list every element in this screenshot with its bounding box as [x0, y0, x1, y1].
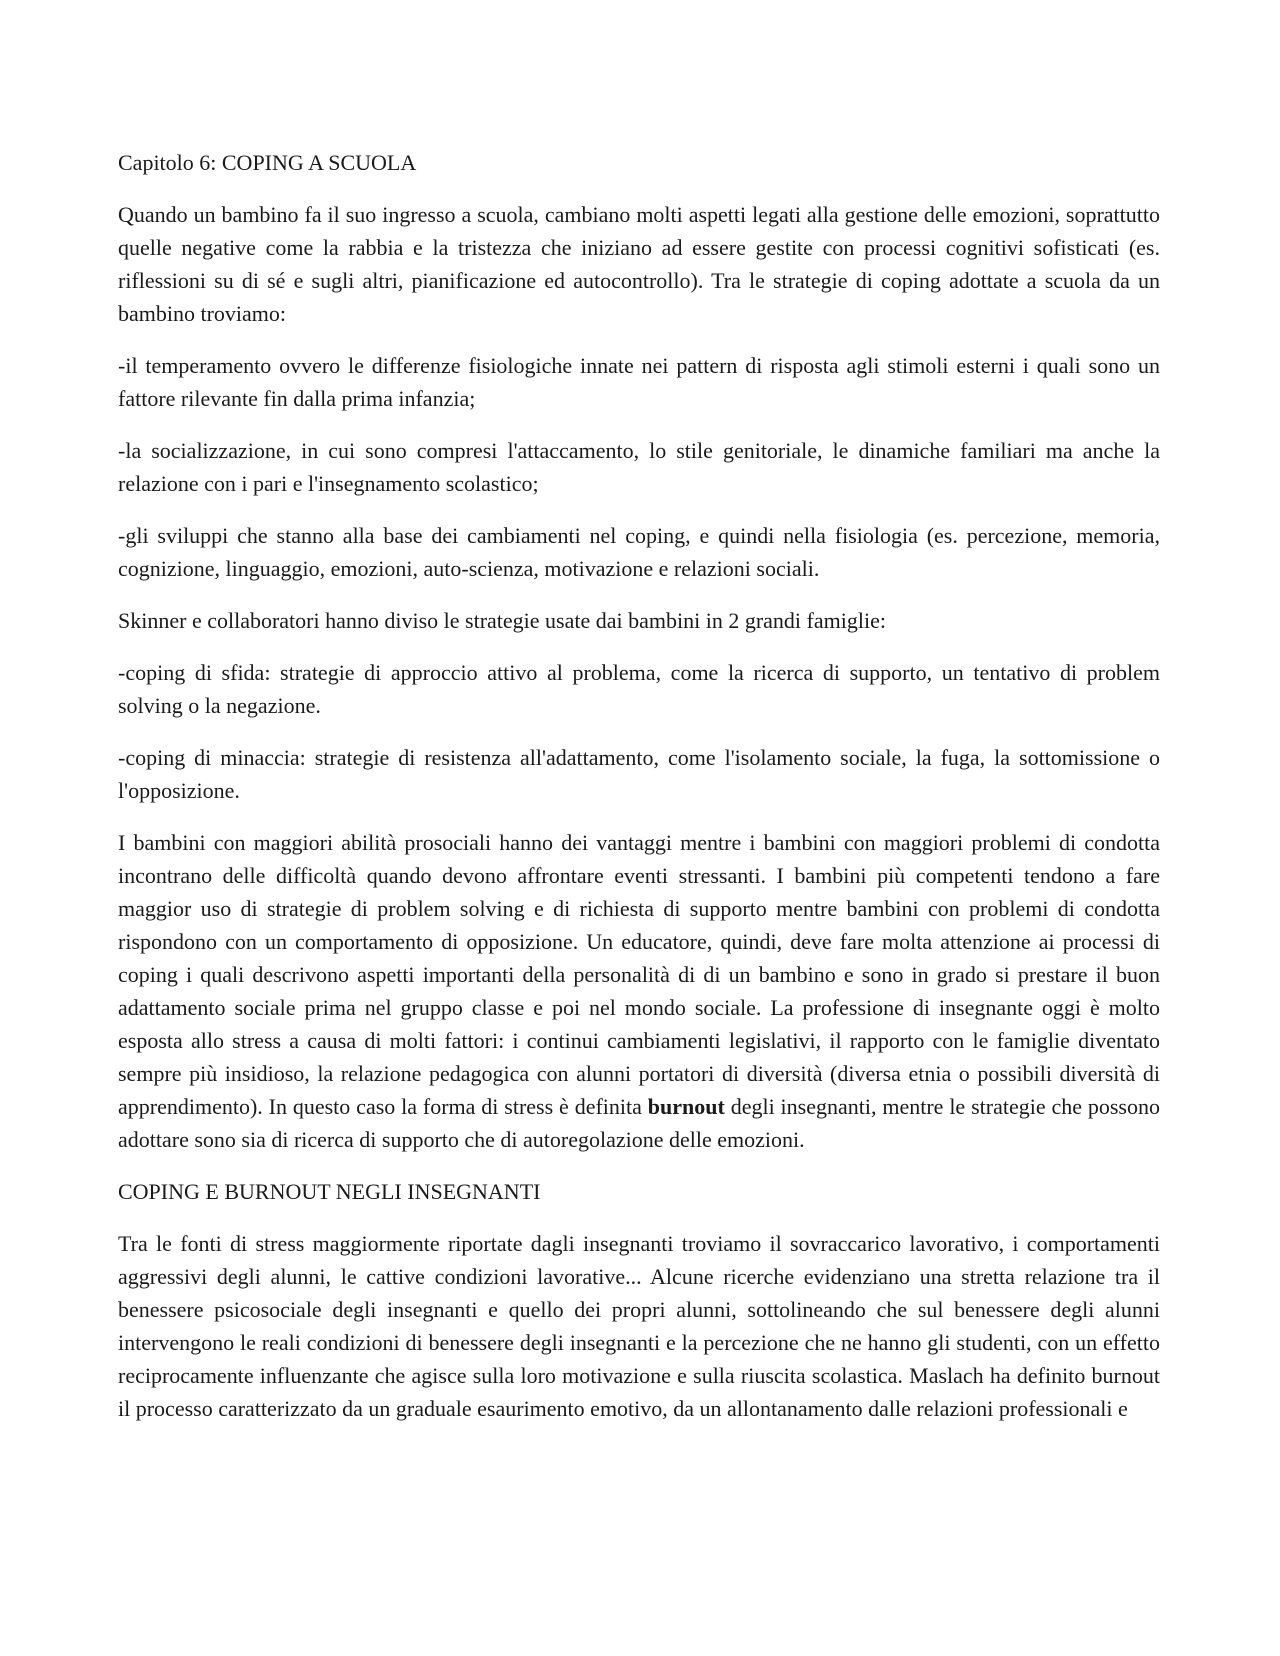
list-item-socializzazione: -la socializzazione, in cui sono compresi l'attaccamento, lo stile genitoriale, le dinamiche familiari ma anche la relazione con i pari e l'insegnamento scolastico;: [118, 438, 1160, 496]
list-item-sviluppi: -gli sviluppi che stanno alla base dei cambiamenti nel coping, e quindi nella fisiologia (es. percezione, memoria, cognizione, linguaggio, emozioni, auto-scienza, motivazione e relazioni sociali.: [118, 523, 1160, 581]
bambini-text-part2: degli insegnanti, mentre le strategie che possono adottare sono sia di ricerca di supporto che di autoregolazione delle emozioni.: [118, 1094, 1160, 1152]
skinner-paragraph: Skinner e collaboratori hanno diviso le strategie usate dai bambini in 2 grandi famiglie:: [118, 608, 886, 633]
burnout-bold-term: burnout: [647, 1094, 725, 1119]
document-page: [118, 146, 1160, 1444]
bambini-text-part1: I bambini con maggiori abilità prosociali hanno dei vantaggi mentre i bambini con maggiori problemi di condotta incontrano delle difficoltà quando devono affrontare eventi stressanti. I bambini più competenti tendono a fare maggior uso di strategie di problem solving e di richiesta di supporto mentre bambini con problemi di condotta rispondono con un comportamento di opposizione. Un educatore, quindi, deve fare molta attenzione ai processi di coping i quali descrivono aspetti importanti della personalità di di un bambino e sono in grado si prestare il buon adattamento sociale prima nel gruppo classe e poi nel mondo sociale. La professione di insegnante oggi è molto esposta allo stress a causa di molti fattori: i continui cambiamenti legislativi, il rapporto con le famiglie diventato sempre più insidioso, la relazione pedagogica con alunni portatori di diversità (diversa etnia o possibili diversità di apprendimento). In questo caso la forma di stress è definita: [118, 830, 1160, 1119]
section-title: COPING E BURNOUT NEGLI INSEGNANTI: [118, 1179, 541, 1204]
intro-paragraph: Quando un bambino fa il suo ingresso a scuola, cambiano molti aspetti legati alla gestione delle emozioni, soprattutto quelle negative come la rabbia e la tristezza che iniziano ad essere gestite con processi cognitivi sofisticati (es. riflessioni su di sé e sugli altri, pianificazione ed autocontrollo). Tra le strategie di coping adottate a scuola da un bambino troviamo:: [118, 202, 1160, 326]
fonti-paragraph: Tra le fonti di stress maggiormente riportate dagli insegnanti troviamo il sovraccarico lavorativo, i comportamenti aggressivi degli alunni, le cattive condizioni lavorative... Alcune ricerche evidenziano una stretta relazione tra il benessere psicosociale degli insegnanti e quello dei propri alunni, sottolineando che sul benessere degli alunni intervengono le reali condizioni di benessere degli insegnanti e la percezione che ne hanno gli studenti, con un effetto reciprocamente influenzante che agisce sulla loro motivazione e sulla riuscita scolastica. Maslach ha definito burnout il processo caratterizzato da un graduale esaurimento emotivo, da un allontanamento dalle relazioni professionali e: [118, 1231, 1160, 1421]
coping-sfida-paragraph: -coping di sfida: strategie di approccio attivo al problema, come la ricerca di supporto, un tentativo di problem solving o la negazione.: [118, 660, 1160, 718]
bambini-paragraph: [118, 826, 1160, 1156]
coping-minaccia-paragraph: -coping di minaccia: strategie di resistenza all'adattamento, come l'isolamento sociale, la fuga, la sottomissione o l'opposizione.: [118, 745, 1160, 803]
chapter-title: Capitolo 6: COPING A SCUOLA: [118, 150, 417, 175]
list-item-temperamento: -il temperamento ovvero le differenze fisiologiche innate nei pattern di risposta agli stimoli esterni i quali sono un fattore rilevante fin dalla prima infanzia;: [118, 353, 1160, 411]
